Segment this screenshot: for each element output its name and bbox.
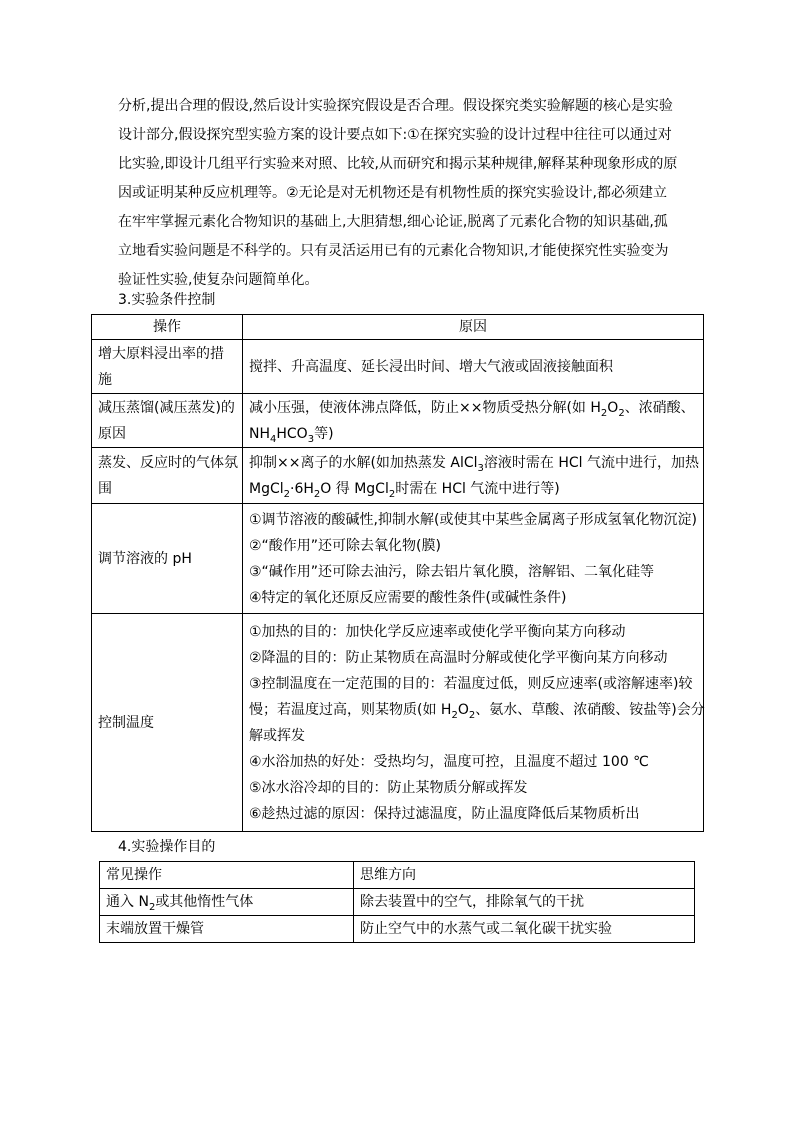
direction-cell: 除去装置中的空气，排除氧气的干扰 — [354, 889, 695, 916]
operation-purpose-table — [99, 861, 695, 943]
table-row — [92, 504, 704, 614]
operation-cell: 蒸发、反应时的气体氛 围 — [92, 448, 243, 504]
header-common-operation: 常见操作 — [100, 862, 354, 889]
header-thinking-direction: 思维方向 — [354, 862, 695, 889]
table-row — [100, 889, 695, 916]
table-row — [92, 614, 704, 832]
operation-cell: 调节溶液的 pH — [92, 504, 243, 614]
reason-cell: ①加热的目的：加快化学反应速率或使化学平衡向某方向移动 ②降温的目的：防止某物质在高温时分解或使化学平衡向某方向移动 ③控制温度在一定范围的目的：若温度过低，则反应速率(或溶解速率)较 慢；若温度过高，则某物质(如 $H_2O_2$、氨水、草酸、浓硝酸、铵盐等)会分 解或挥发 ④水浴加热的好处：受热均匀，温度可控，且温度不超过 100 ℃ ⑤冰水浴冷却的目的：防止某物质分解或挥发 ⑥趁热过滤的原因：保持过滤温度，防止温度降低后某物质析出 — [243, 614, 704, 832]
header-reason: 原因 — [243, 315, 704, 340]
intro-line: 因或证明某种反应机理等。②无论是对无机物还是有机物性质的探究实验设计,都必须建立 — [118, 185, 667, 201]
table-header-row — [100, 862, 695, 889]
table-row — [92, 340, 704, 394]
intro-line: 比实验,即设计几组平行实验来对照、比较,从而研究和揭示某种规律,解释某种现象形成的原 — [118, 156, 678, 172]
header-operation: 操作 — [92, 315, 243, 340]
section-3-title: 3.实验条件控制 — [118, 292, 216, 308]
intro-line: 验证性实验,使复杂问题简单化。 — [118, 272, 319, 288]
operation-cell: 增大原料浸出率的措 施 — [92, 340, 243, 394]
intro-line: 在牢牢掌握元素化合物知识的基础上,大胆猜想,细心论证,脱离了元素化合物的知识基础,孤 — [118, 214, 668, 230]
intro-line: 设计部分,假设探究型实验方案的设计要点如下:①在探究实验的设计过程中往往可以通过对 — [118, 127, 672, 143]
reason-cell: 减小压强，使液体沸点降低，防止××物质受热分解(如 $H_2O_2$、浓硝酸、 $NH_4HCO_3$等) — [243, 394, 704, 448]
operation-cell: 通入 $N_2$或其他惰性气体 — [100, 889, 354, 916]
operation-cell: 末端放置干燥管 — [100, 916, 354, 943]
intro-paragraph — [118, 92, 678, 295]
reason-cell: 搅拌、升高温度、延长浸出时间、增大气液或固液接触面积 — [243, 340, 704, 394]
table-row — [100, 916, 695, 943]
operation-cell: 减压蒸馏(减压蒸发)的 原因 — [92, 394, 243, 448]
reason-cell: ①调节溶液的酸碱性,抑制水解(或使其中某些金属离子形成氢氧化物沉淀) ②“酸作用”还可除去氧化物(膜) ③“碱作用”还可除去油污，除去铝片氧化膜，溶解铝、二氧化硅等 ④特定的氧化还原反应需要的酸性条件(或碱性条件) — [243, 504, 704, 614]
condition-control-table — [91, 314, 704, 832]
table-row — [92, 394, 704, 448]
operation-cell: 控制温度 — [92, 614, 243, 832]
reason-cell: 抑制××离子的水解(如加热蒸发 AlCl$_3$溶液时需在 HCl 气流中进行，加热 $MgCl_2\cdot 6H_2O$ 得 MgCl$_2$时需在 HCl 气流中进行等) — [243, 448, 704, 504]
intro-line: 立地看实验问题是不科学的。只有灵活运用已有的元素化合物知识,才能使探究性实验变为 — [118, 243, 669, 259]
section-4-title: 4.实验操作目的 — [118, 839, 216, 855]
table-header-row — [92, 315, 704, 340]
intro-line: 分析,提出合理的假设,然后设计实验探究假设是否合理。假设探究类实验解题的核心是实验 — [118, 98, 673, 114]
direction-cell: 防止空气中的水蒸气或二氧化碳干扰实验 — [354, 916, 695, 943]
table-row — [92, 448, 704, 504]
